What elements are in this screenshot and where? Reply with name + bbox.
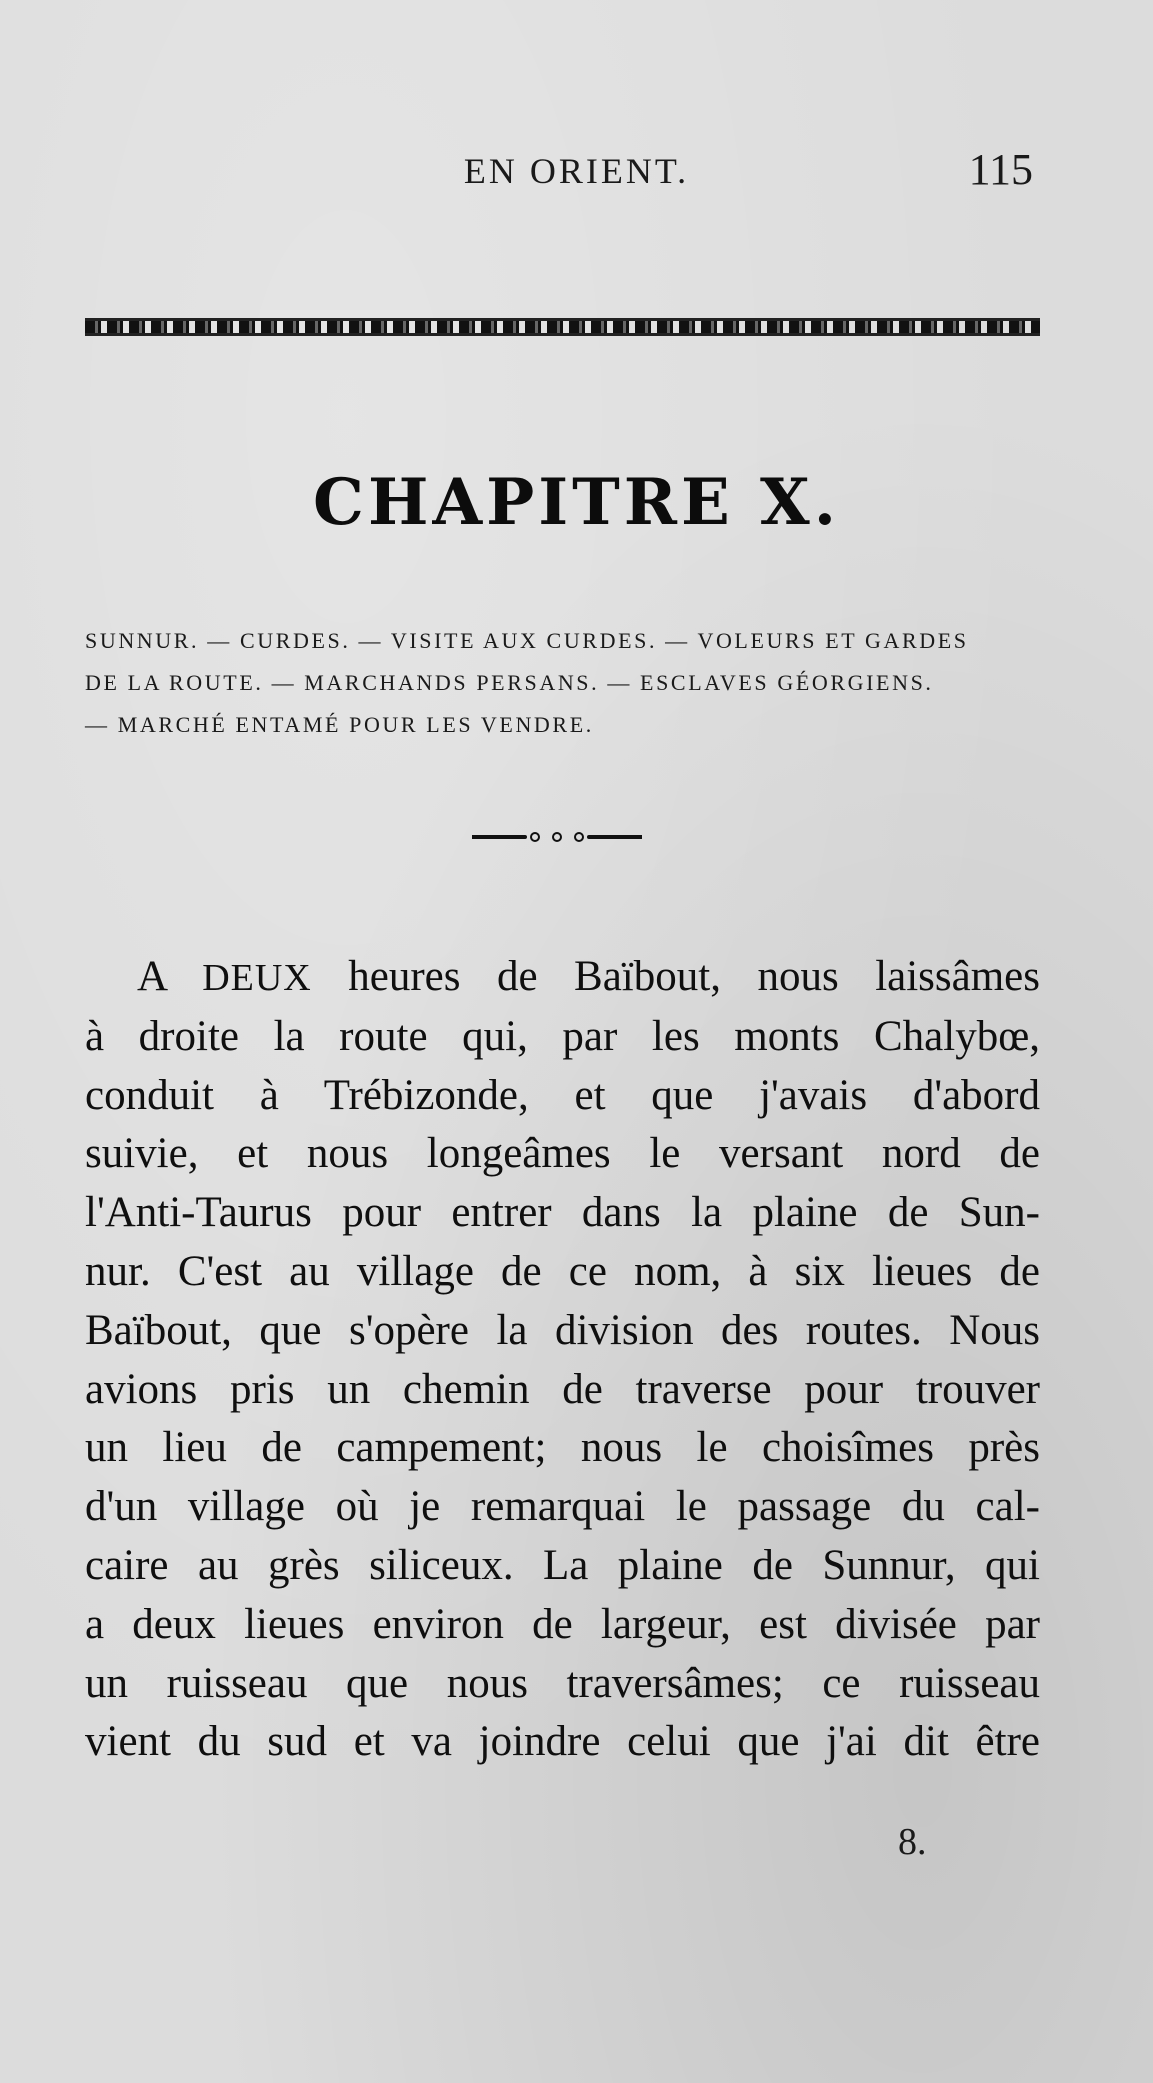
body-line: conduit à Trébizonde, et que j'avais d'abord <box>85 1071 1040 1119</box>
body-line: caire au grès siliceux. La plaine de Sunnur, qui <box>85 1541 1040 1589</box>
body-line: d'un village où je remarquai le passage du cal- <box>85 1483 1040 1531</box>
first-smallcaps: DEUX <box>202 957 312 999</box>
summary-line: — MARCHÉ ENTAMÉ POUR LES VENDRE. <box>85 712 594 737</box>
body-line: l'Anti-Taurus pour entrer dans la plaine de Sun- <box>85 1189 1040 1237</box>
body-line: Baïbout, que s'opère la division des routes. Nous <box>85 1306 1040 1354</box>
body-line: nur. C'est au village de ce nom, à six lieues de <box>85 1247 1040 1295</box>
chapter-summary <box>85 620 1040 746</box>
body-line: vient du sud et va joindre celui que j'ai dit être <box>85 1718 1040 1766</box>
running-head <box>0 145 1153 200</box>
body-line: un ruisseau que nous traversâmes; ce ruisseau <box>85 1659 1040 1707</box>
body-text <box>85 948 1040 1772</box>
chapter-title: CHAPITRE X. <box>313 465 840 540</box>
fleuron-bead <box>530 832 540 842</box>
body-line-first <box>85 948 1040 1008</box>
ornament-rule <box>85 318 1040 336</box>
running-title: EN ORIENT. <box>463 151 690 191</box>
page-number: 115 <box>968 145 1033 194</box>
fleuron-bar <box>587 835 642 839</box>
first-word: A <box>137 953 166 1000</box>
fleuron-ornament <box>472 830 642 844</box>
summary-line: DE LA ROUTE. — MARCHANDS PERSANS. — ESCLAVES GÉORGIENS. <box>85 670 934 695</box>
first-rest: heures de Baïbout, nous laissâmes <box>348 953 1040 1000</box>
body-line: à droite la route qui, par les monts Chalybœ, <box>85 1012 1040 1060</box>
body-line: avions pris un chemin de traverse pour trouver <box>85 1365 1040 1413</box>
fleuron-bead <box>574 832 584 842</box>
body-line: un lieu de campement; nous le choisîmes près <box>85 1424 1040 1472</box>
fleuron-bar <box>472 835 527 839</box>
fleuron-bead <box>552 832 562 842</box>
body-line: suivie, et nous longeâmes le versant nord de <box>85 1130 1040 1178</box>
summary-line: SUNNUR. — CURDES. — VISITE AUX CURDES. — VOLEURS ET GARDES <box>85 628 969 653</box>
fleuron-beads <box>530 830 584 844</box>
body-line: a deux lieues environ de largeur, est divisée par <box>85 1600 1040 1648</box>
signature-mark: 8. <box>898 1821 927 1863</box>
